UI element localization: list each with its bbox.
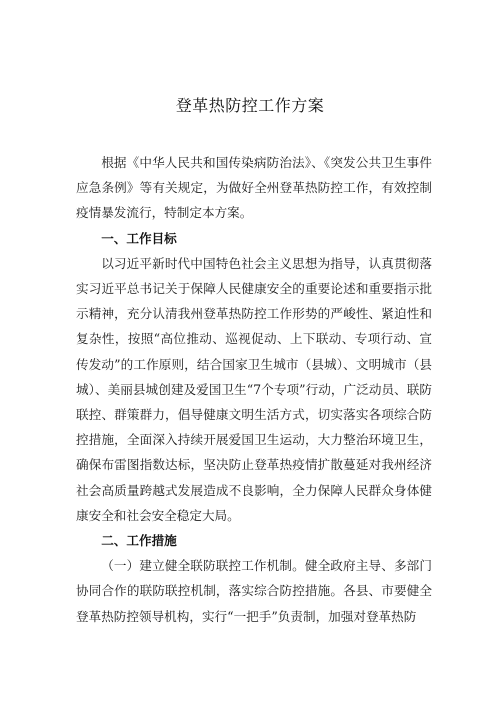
section-heading-goals: 一、工作目标: [101, 230, 177, 246]
section-heading-measures: 二、工作措施: [101, 533, 177, 549]
measures-paragraph: （一）建立健全联防联控工作机制。健全政府主导、多部门协同合作的联防联控机制，落实综合防控措施。各县、市要健全登革热防控领导机构，实行“一把手”负责制，加强对登革热防: [76, 558, 432, 624]
goals-paragraph: 以习近平新时代中国特色社会主义思想为指导，认真贯彻落实习近平总书记关于保障人民健康安全的重要论述和重要指示批示精神，充分认清我州登革热防控工作形势的严峻性、紧迫性和复杂性，按照“高位推动、巡视促动、上下联动、专项行动、宣传发动”的工作原则，结合国家卫生城市（县城）、文明城市（县城）、美丽县城创建及爱国卫生“7个专项”行动，广泛动员、联防联控、群策群力，倡导健康文明生活方式，切实落实各项综合防控措施，全面深入持续开展爱国卫生运动，大力整治环境卫生，确保布雷图指数达标，坚决防止登革热疫情扩散蔓延对我州经济社会高质量跨越式发展造成不良影响，全力保障人民群众身体健康安全和社会安全稳定大局。: [76, 255, 432, 523]
document-title: 登革热防控工作方案: [175, 96, 325, 115]
document-body: [76, 150, 432, 629]
intro-paragraph: 根据《中华人民共和国传染病防治法》、《突发公共卫生事件应急条例》等有关规定，为做好全州登革热防控工作，有效控制疫情暴发流行，特制定本方案。: [76, 155, 432, 221]
